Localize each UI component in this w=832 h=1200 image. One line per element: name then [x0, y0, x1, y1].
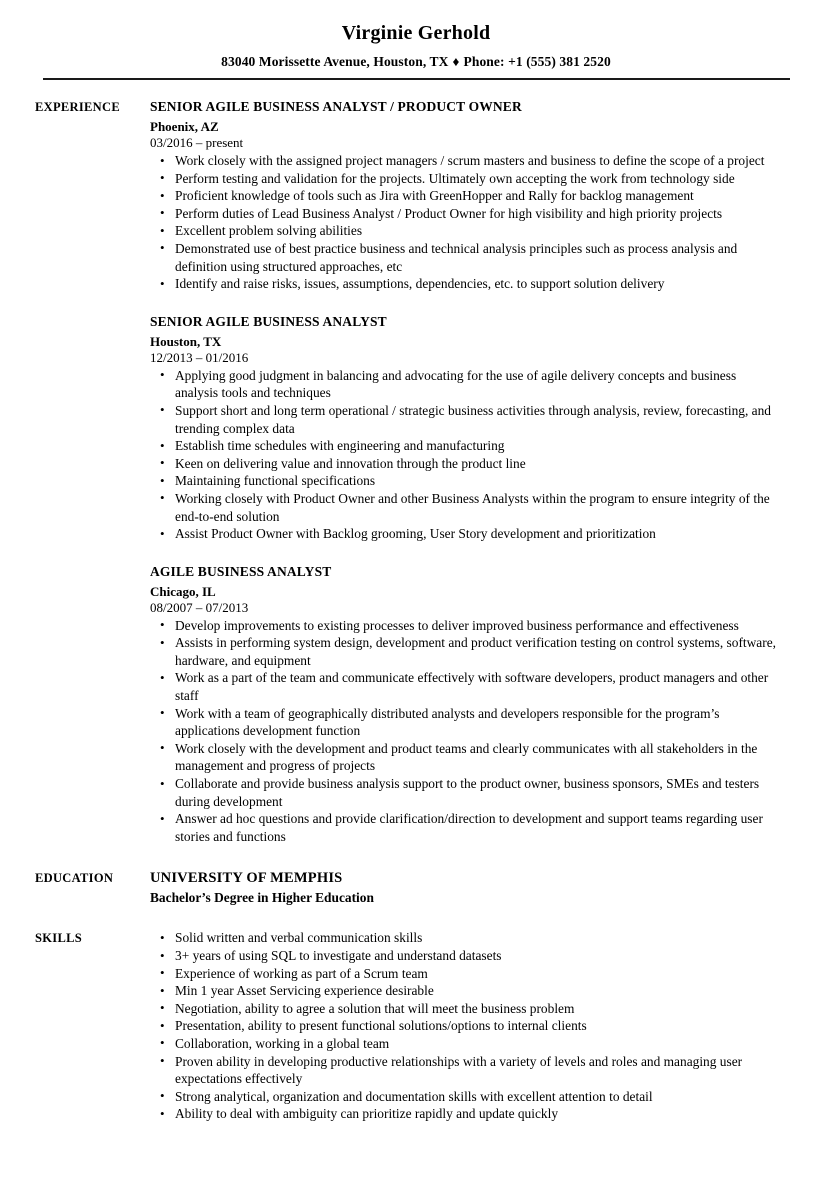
experience-entry — [150, 98, 782, 293]
job-bullet: • Keen on delivering value and innovation through the product line — [150, 455, 782, 473]
skill-bullet: • Experience of working as part of a Scrum team — [150, 965, 782, 983]
job-dates: 08/2007 – 07/2013 — [150, 599, 249, 615]
job-location: Phoenix, AZ — [150, 119, 219, 134]
job-bullet: • Maintaining functional specifications — [150, 472, 782, 490]
job-bullet: • Perform duties of Lead Business Analyst / Product Owner for high visibility and high priority projects — [150, 205, 782, 223]
job-dates: 12/2013 – 01/2016 — [150, 349, 249, 365]
candidate-phone: Phone: +1 (555) 381 2520 — [463, 54, 611, 69]
experience-entries — [150, 98, 782, 845]
job-bullet: • Work closely with the development and product teams and clearly communicates with all stakeholders in the management and progress of projects — [150, 740, 782, 775]
skill-bullet: • 3+ years of using SQL to investigate and understand datasets — [150, 947, 782, 965]
skill-bullet: • Solid written and verbal communication skills — [150, 929, 782, 947]
candidate-address: 83040 Morissette Avenue, Houston, TX — [221, 54, 449, 69]
job-bullet: • Perform testing and validation for the projects. Ultimately own accepting the work from technology side — [150, 170, 782, 188]
section-label-education: EDUCATION — [35, 871, 114, 886]
job-bullet-list — [150, 367, 782, 543]
job-bullet: • Assist Product Owner with Backlog grooming, User Story development and prioritization — [150, 525, 782, 543]
job-location: Chicago, IL — [150, 583, 216, 599]
skill-bullet: • Presentation, ability to present functional solutions/options to internal clients — [150, 1017, 782, 1035]
experience-entry — [150, 563, 782, 846]
section-label-skills: SKILLS — [35, 931, 82, 946]
job-bullet: • Identify and raise risks, issues, assumptions, dependencies, etc. to support solution delivery — [150, 275, 782, 293]
education-entries — [150, 869, 782, 907]
section-experience — [0, 98, 832, 845]
job-bullet: • Establish time schedules with engineering and manufacturing — [150, 437, 782, 455]
job-bullet: • Work as a part of the team and communicate effectively with software developers, product managers and other staff — [150, 669, 782, 704]
job-bullet: • Excellent problem solving abilities — [150, 222, 782, 240]
job-bullet: • Collaborate and provide business analysis support to the product owner, business sponsors, SMEs and testers during development — [150, 775, 782, 810]
skill-bullet: • Ability to deal with ambiguity can prioritize rapidly and update quickly — [150, 1105, 782, 1123]
skills-list-container — [150, 929, 782, 1123]
section-education — [0, 869, 832, 907]
job-location: Houston, TX — [150, 333, 222, 349]
job-title: AGILE BUSINESS ANALYST — [150, 563, 332, 579]
skill-bullet: • Strong analytical, organization and documentation skills with excellent attention to detail — [150, 1088, 782, 1106]
job-bullet: • Support short and long term operational / strategic business activities through analysis, review, forecasting, and trending complex data — [150, 402, 782, 437]
job-bullet-list — [150, 617, 782, 846]
job-bullet-list — [150, 152, 782, 293]
experience-entry — [150, 313, 782, 543]
job-title: SENIOR AGILE BUSINESS ANALYST — [150, 313, 387, 329]
job-bullet: • Answer ad hoc questions and provide clarification/direction to development and support teams regarding user stories and functions — [150, 810, 782, 845]
skills-bullet-list — [150, 929, 782, 1123]
job-bullet: • Proficient knowledge of tools such as Jira with GreenHopper and Rally for backlog management — [150, 187, 782, 205]
job-bullet: • Work with a team of geographically distributed analysts and developers responsible for the program’s applications development function — [150, 705, 782, 740]
skill-bullet: • Proven ability in developing productive relationships with a variety of levels and roles and managing user expectations effectively — [150, 1053, 782, 1088]
job-dates: 03/2016 – present — [150, 135, 244, 150]
skill-bullet: • Collaboration, working in a global team — [150, 1035, 782, 1053]
education-entry — [150, 869, 782, 907]
job-bullet: • Work closely with the assigned project managers / scrum masters and business to define the scope of a project — [150, 152, 782, 170]
contact-line — [0, 53, 832, 71]
school-name: UNIVERSITY OF MEMPHIS — [150, 870, 343, 887]
skill-bullet: • Negotiation, ability to agree a solution that will meet the business problem — [150, 1000, 782, 1018]
degree-name: Bachelor’s Degree in Higher Education — [150, 890, 374, 906]
job-title: SENIOR AGILE BUSINESS ANALYST / PRODUCT OWNER — [150, 99, 522, 114]
candidate-name: Virginie Gerhold — [341, 22, 491, 44]
job-bullet: • Working closely with Product Owner and other Business Analysts within the program to ensure integrity of the end-to-end solution — [150, 490, 782, 525]
section-label-experience: EXPERIENCE — [35, 100, 120, 114]
job-bullet: • Applying good judgment in balancing and advocating for the use of agile delivery concepts and business analysis tools and techniques — [150, 367, 782, 402]
job-bullet: • Assists in performing system design, development and product verification testing on control systems, software, hardware, and equipment — [150, 634, 782, 669]
skill-bullet: • Min 1 year Asset Servicing experience desirable — [150, 982, 782, 1000]
job-bullet: • Demonstrated use of best practice business and technical analysis principles such as process analysis and definition using structured approaches, etc — [150, 240, 782, 275]
resume-header — [0, 0, 832, 80]
header-divider — [43, 78, 790, 80]
diamond-separator-icon: ♦ — [452, 54, 460, 69]
job-bullet: • Develop improvements to existing processes to deliver improved business performance and effectiveness — [150, 617, 782, 635]
section-skills — [0, 929, 832, 1123]
